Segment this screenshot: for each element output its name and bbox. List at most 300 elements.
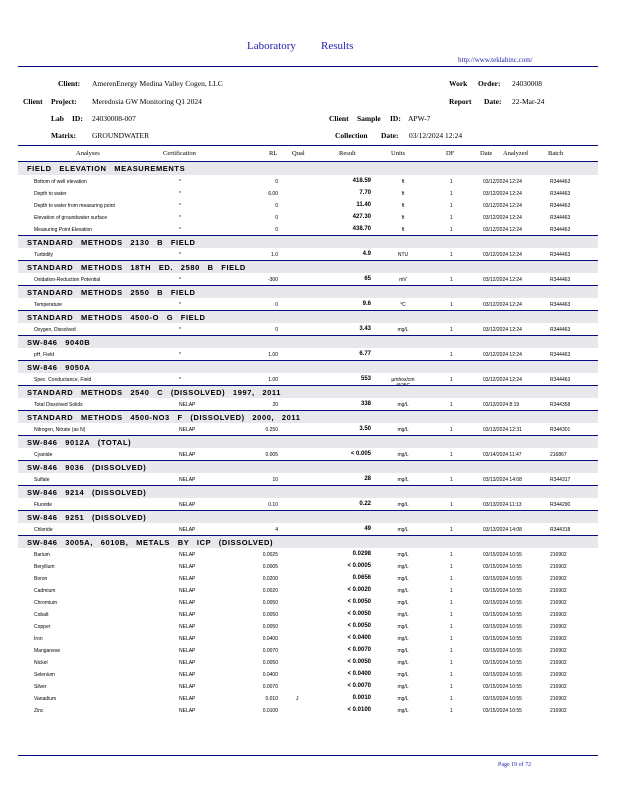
batch-cell: R344463: [550, 277, 571, 283]
batch-cell: R344290: [550, 502, 571, 508]
date-analyzed-cell: 03/12/2024 12:24: [483, 191, 522, 197]
table-row: [18, 473, 598, 485]
date-analyzed-cell: 03/12/2024 12:24: [483, 302, 522, 308]
method-title: STANDARD METHODS 18TH ED. 2580 B FIELD: [27, 263, 246, 272]
result-cell: < 0.0400: [347, 635, 371, 641]
analyte-cell: Barium: [34, 552, 50, 558]
method-title: SW-846 9214 (DISSOLVED): [27, 488, 147, 497]
date-analyzed-cell: 03/15/2024 10:55: [483, 684, 522, 690]
units-cell: mg/L: [397, 696, 409, 702]
date-analyzed-cell: 03/15/2024 10:55: [483, 636, 522, 642]
rl-cell: 0: [275, 215, 278, 221]
certification-cell: NELAP: [179, 696, 196, 702]
df-cell: 1: [450, 527, 453, 533]
df-cell: 1: [450, 452, 453, 458]
df-cell: 1: [450, 588, 453, 594]
units-cell: µmhos/cm: [391, 377, 415, 383]
footer-rule: [18, 755, 598, 756]
column-header-row: [18, 147, 598, 161]
certification-cell: *: [179, 277, 181, 283]
batch-cell: 216902: [550, 612, 567, 618]
col-qual: Qual: [292, 150, 305, 157]
rl-cell: 0.0020: [262, 588, 278, 594]
batch-cell: 216902: [550, 576, 567, 582]
rl-cell: 0: [275, 179, 278, 185]
batch-cell: 216902: [550, 708, 567, 714]
analyte-cell: Depth to water from measuring point: [34, 203, 115, 209]
report-label: Report: [449, 97, 472, 106]
table-row: [18, 498, 598, 510]
header-rule: [18, 145, 598, 146]
work-order-value: 24030008: [512, 79, 542, 88]
method-title: STANDARD METHODS 2540 C (DISSOLVED) 1997, 2011: [27, 388, 282, 397]
units-cell: mg/L: [397, 527, 409, 533]
df-cell: 1: [450, 552, 453, 558]
method-title: SW-846 9251 (DISSOLVED): [27, 513, 147, 522]
rl-cell: 20: [272, 402, 278, 408]
rl-cell: 10: [272, 477, 278, 483]
table-row: [18, 620, 598, 632]
result-cell: 0.22: [359, 501, 371, 507]
batch-cell: 216902: [550, 600, 567, 606]
method-title: SW-846 9050A: [27, 363, 91, 372]
collection-date-value: 03/12/2024 12:24: [409, 131, 463, 140]
table-row: [18, 548, 598, 560]
date-analyzed-cell: 03/13/2024 12:31: [483, 427, 522, 433]
method-title: STANDARD METHODS 4500-O G FIELD: [27, 313, 206, 322]
rl-cell: 0.0005: [262, 564, 278, 570]
units-cell: mg/L: [397, 502, 409, 508]
table-row: [18, 644, 598, 656]
analyte-cell: Chromium: [34, 600, 58, 606]
rl-cell: 4: [275, 527, 278, 533]
batch-cell: R344463: [550, 377, 571, 383]
certification-cell: NELAP: [179, 648, 196, 654]
certification-cell: *: [179, 252, 181, 258]
df-cell: 1: [450, 402, 453, 408]
units-cell: mg/L: [397, 708, 409, 714]
result-cell: 553: [360, 376, 371, 382]
table-row: [18, 373, 598, 385]
df-cell: 1: [450, 660, 453, 666]
units-cell: ft: [401, 179, 405, 185]
result-cell: 9.6: [362, 301, 371, 307]
certification-cell: NELAP: [179, 402, 196, 408]
table-row: [18, 560, 598, 572]
analyte-cell: Chloride: [34, 527, 53, 533]
table-row: [18, 668, 598, 680]
result-cell: 28: [364, 476, 371, 482]
rl-cell: 0.0050: [262, 600, 278, 606]
date-analyzed-cell: 03/12/2024 12:24: [483, 203, 522, 209]
method-section-header: [18, 260, 598, 273]
method-section-header: [18, 285, 598, 298]
result-cell: 6.77: [359, 351, 371, 357]
date-analyzed-cell: 03/15/2024 10:55: [483, 672, 522, 678]
date-analyzed-cell: 03/15/2024 10:55: [483, 612, 522, 618]
result-cell: < 0.0050: [347, 659, 371, 665]
analyte-cell: Zinc: [34, 708, 44, 714]
units-cell: mg/L: [397, 427, 409, 433]
df-cell: 1: [450, 252, 453, 258]
table-row: [18, 608, 598, 620]
table-row: [18, 187, 598, 199]
date-analyzed-cell: 03/15/2024 10:55: [483, 564, 522, 570]
method-section-header: [18, 435, 598, 448]
rl-cell: 0.0200: [262, 576, 278, 582]
certification-cell: NELAP: [179, 708, 196, 714]
result-cell: 0.0010: [352, 695, 371, 701]
certification-cell: *: [179, 352, 181, 358]
batch-cell: 216902: [550, 552, 567, 558]
work-label: Work: [449, 79, 468, 88]
table-row: [18, 248, 598, 260]
certification-cell: *: [179, 302, 181, 308]
df-cell: 1: [450, 612, 453, 618]
table-row: [18, 298, 598, 310]
table-row: [18, 199, 598, 211]
rl-cell: 0: [275, 203, 278, 209]
batch-cell: R344463: [550, 215, 571, 221]
certification-cell: NELAP: [179, 660, 196, 666]
analyte-cell: Sulfate: [34, 477, 50, 483]
rl-cell: 0.0070: [262, 648, 278, 654]
certification-cell: NELAP: [179, 600, 196, 606]
batch-cell: 216902: [550, 648, 567, 654]
client2-label: Client: [23, 97, 43, 106]
table-row: [18, 572, 598, 584]
date-analyzed-cell: 03/15/2024 10:55: [483, 660, 522, 666]
method-section-header: [18, 460, 598, 473]
result-cell: 438.70: [352, 226, 371, 232]
certification-cell: NELAP: [179, 477, 196, 483]
lab-id-label: ID:: [72, 114, 83, 123]
analyte-cell: Temperature: [34, 302, 63, 308]
analyte-cell: Manganese: [34, 648, 61, 654]
analyte-cell: Cobalt: [34, 612, 49, 618]
rl-cell: 0.0050: [262, 660, 278, 666]
units-cell: °C: [400, 302, 406, 308]
method-title: SW-846 3005A, 6010B, METALS BY ICP (DISSOLVED): [27, 538, 274, 547]
analyte-cell: Boron: [34, 576, 48, 582]
table-row: [18, 175, 598, 187]
table-row: [18, 523, 598, 535]
rl-cell: 0.005: [265, 452, 278, 458]
method-title: STANDARD METHODS 2130 B FIELD: [27, 238, 196, 247]
df-cell: 1: [450, 696, 453, 702]
result-cell: < 0.0020: [347, 587, 371, 593]
date-analyzed-cell: 03/13/2024 11:13: [483, 502, 522, 508]
batch-cell: 216902: [550, 624, 567, 630]
units-cell: mg/L: [397, 600, 409, 606]
units-cell: ft: [401, 191, 405, 197]
date-analyzed-cell: 03/15/2024 10:55: [483, 624, 522, 630]
table-row: [18, 704, 598, 716]
date-analyzed-cell: 03/12/2024 12:24: [483, 327, 522, 333]
units-cell: mg/L: [397, 402, 409, 408]
result-cell: < 0.0050: [347, 599, 371, 605]
analyte-cell: Turbidity: [34, 252, 53, 258]
certification-cell: *: [179, 327, 181, 333]
df-cell: 1: [450, 636, 453, 642]
units-cell: ft: [401, 215, 405, 221]
certification-cell: NELAP: [179, 552, 196, 558]
result-cell: 49: [364, 526, 371, 532]
date-analyzed-cell: 03/15/2024 10:55: [483, 696, 522, 702]
date-analyzed-cell: 03/15/2024 10:55: [483, 600, 522, 606]
batch-cell: 216902: [550, 660, 567, 666]
rl-cell: 0.010: [265, 696, 278, 702]
lab-id-value: 24030008-007: [92, 114, 136, 123]
batch-cell: R344301: [550, 427, 571, 433]
result-cell: 11.40: [356, 202, 371, 208]
result-cell: 0.0298: [352, 551, 371, 557]
units-cell: mg/L: [397, 612, 409, 618]
certification-cell: NELAP: [179, 564, 196, 570]
certification-cell: NELAP: [179, 624, 196, 630]
certification-cell: NELAP: [179, 427, 196, 433]
matrix-label: Matrix:: [51, 131, 76, 140]
report-date-value: 22-Mar-24: [512, 97, 545, 106]
date-analyzed-cell: 03/12/2024 12:24: [483, 227, 522, 233]
col-units: Units: [391, 150, 406, 157]
result-cell: 418.59: [352, 178, 371, 184]
analyte-cell: Silver: [34, 684, 47, 690]
qual-cell: J: [296, 696, 299, 702]
batch-cell: 216902: [550, 672, 567, 678]
rl-cell: -300: [267, 277, 278, 283]
batch-cell: 216902: [550, 636, 567, 642]
df-cell: 1: [450, 600, 453, 606]
batch-cell: R344463: [550, 227, 571, 233]
date-analyzed-cell: 03/13/2024 14:08: [483, 527, 522, 533]
units-cell: mg/L: [397, 636, 409, 642]
analyte-cell: Copper: [34, 624, 51, 630]
df-cell: 1: [450, 576, 453, 582]
df-cell: 1: [450, 624, 453, 630]
order-label: Order:: [478, 79, 501, 88]
units-cell: mg/L: [397, 327, 409, 333]
certification-cell: *: [179, 227, 181, 233]
matrix-value: GROUNDWATER: [92, 131, 150, 140]
batch-cell: 216867: [550, 452, 567, 458]
analyte-cell: Spec. Conductance, Field: [34, 377, 92, 383]
rl-cell: 0.0100: [262, 708, 278, 714]
table-row: [18, 211, 598, 223]
lab-website-link[interactable]: http://www.teklabinc.com/: [458, 56, 533, 64]
batch-cell: 216902: [550, 684, 567, 690]
result-cell: 4.9: [362, 251, 371, 257]
date-analyzed-cell: 03/15/2024 10:55: [483, 708, 522, 714]
units-cell: mg/L: [397, 452, 409, 458]
result-cell: < 0.0005: [347, 563, 371, 569]
df-cell: 1: [450, 302, 453, 308]
units-cell: mg/L: [397, 588, 409, 594]
analyte-cell: Nickel: [34, 660, 48, 666]
table-row: [18, 398, 598, 410]
analyte-cell: Iron: [34, 636, 43, 642]
batch-cell: 216902: [550, 564, 567, 570]
table-row: [18, 323, 598, 335]
date-analyzed-cell: 03/13/2024 8:19: [483, 402, 520, 408]
batch-cell: R344463: [550, 352, 571, 358]
analyte-cell: Bottom of well elevation: [34, 179, 87, 185]
method-section-header: [18, 385, 598, 398]
analyte-cell: Selenium: [34, 672, 55, 678]
rl-cell: 0.0025: [262, 552, 278, 558]
project-label: Project:: [51, 97, 77, 106]
rl-cell: 0: [275, 302, 278, 308]
batch-cell: R344463: [550, 252, 571, 258]
table-row: [18, 423, 598, 435]
analyte-cell: Measuring Point Elevation: [34, 227, 93, 233]
rl-cell: 1.00: [268, 377, 278, 383]
method-section-header: [18, 310, 598, 323]
col-result: Result: [339, 150, 356, 157]
rl-cell: 1.00: [268, 352, 278, 358]
result-cell: 338: [360, 401, 371, 407]
certification-cell: *: [179, 377, 181, 383]
date-analyzed-cell: 03/15/2024 10:55: [483, 576, 522, 582]
df-cell: 1: [450, 227, 453, 233]
df-cell: 1: [450, 708, 453, 714]
result-cell: 7.70: [359, 190, 371, 196]
rl-cell: 0.0070: [262, 684, 278, 690]
rl-cell: 0.0400: [262, 672, 278, 678]
batch-cell: R344317: [550, 477, 571, 483]
client-label: Client:: [58, 79, 81, 88]
col-batch: Batch: [548, 150, 564, 157]
date-analyzed-cell: 03/12/2024 12:24: [483, 215, 522, 221]
date-analyzed-cell: 03/12/2024 12:24: [483, 179, 522, 185]
method-title: SW-846 9036 (DISSOLVED): [27, 463, 147, 472]
sample-id-value: APW-7: [408, 114, 431, 123]
table-row: [18, 223, 598, 235]
df-cell: 1: [450, 377, 453, 383]
units-cell: mg/L: [397, 564, 409, 570]
df-cell: 1: [450, 203, 453, 209]
date-analyzed-cell: 03/15/2024 10:55: [483, 552, 522, 558]
lab-label: Lab: [51, 114, 64, 123]
top-rule: [18, 66, 598, 67]
date-analyzed-cell: 03/12/2024 12:24: [483, 277, 522, 283]
result-cell: 0.0656: [352, 575, 371, 581]
batch-cell: R344463: [550, 203, 571, 209]
rl-cell: 0: [275, 327, 278, 333]
df-cell: 1: [450, 564, 453, 570]
result-cell: < 0.0050: [347, 611, 371, 617]
result-cell: 3.50: [359, 426, 371, 432]
certification-cell: *: [179, 203, 181, 209]
result-cell: < 0.005: [350, 451, 371, 457]
collection-date-label: Date:: [381, 131, 399, 140]
date-analyzed-cell: 03/12/2024 12:24: [483, 377, 522, 383]
analyte-cell: Total Dissolved Solids: [34, 402, 83, 408]
df-cell: 1: [450, 684, 453, 690]
result-cell: < 0.0100: [347, 707, 371, 713]
df-cell: 1: [450, 327, 453, 333]
rl-cell: 0.250: [265, 427, 278, 433]
certification-cell: *: [179, 191, 181, 197]
df-cell: 1: [450, 215, 453, 221]
date-analyzed-cell: 03/12/2024 12:24: [483, 352, 522, 358]
units-cell: NTU: [397, 252, 409, 258]
method-section-header: [18, 410, 598, 423]
rl-cell: 6.00: [268, 191, 278, 197]
date-analyzed-cell: 03/15/2024 10:55: [483, 648, 522, 654]
analyte-cell: Nitrogen, Nitrate (as N): [34, 427, 86, 433]
rl-cell: 0.0050: [262, 624, 278, 630]
method-title: SW-846 9012A (TOTAL): [27, 438, 132, 447]
certification-cell: NELAP: [179, 502, 196, 508]
result-cell: < 0.0400: [347, 671, 371, 677]
batch-cell: R344463: [550, 179, 571, 185]
collection-label: Collection: [335, 131, 368, 140]
date-analyzed-cell: 03/12/2024 12:24: [483, 252, 522, 258]
batch-cell: R344358: [550, 402, 571, 408]
table-row: [18, 348, 598, 360]
date-analyzed-cell: 03/13/2024 14:08: [483, 477, 522, 483]
table-row: [18, 448, 598, 460]
table-row: [18, 596, 598, 608]
df-cell: 1: [450, 352, 453, 358]
analyte-cell: Beryllium: [34, 564, 55, 570]
method-section-header: [18, 360, 598, 373]
rl-cell: 0.0050: [262, 612, 278, 618]
units-cell: mg/L: [397, 672, 409, 678]
rl-cell: 0.10: [268, 502, 278, 508]
df-cell: 1: [450, 648, 453, 654]
batch-cell: R344463: [550, 302, 571, 308]
col-date: Date: [480, 150, 493, 157]
rl-cell: 0: [275, 227, 278, 233]
units-cell: mV: [399, 277, 407, 283]
rl-cell: 1.0: [271, 252, 278, 258]
analyte-cell: Oxidation-Reduction Potential: [34, 277, 101, 283]
batch-cell: 216902: [550, 588, 567, 594]
batch-cell: R344463: [550, 327, 571, 333]
certification-cell: NELAP: [179, 588, 196, 594]
certification-cell: NELAP: [179, 672, 196, 678]
analyte-cell: Fluoride: [34, 502, 53, 508]
method-section-header: [18, 235, 598, 248]
units-cell: mg/L: [397, 477, 409, 483]
df-cell: 1: [450, 179, 453, 185]
table-row: [18, 692, 598, 704]
df-cell: 1: [450, 427, 453, 433]
method-title: SW-846 9040B: [27, 338, 91, 347]
report-date-label: Date:: [484, 97, 502, 106]
analyte-cell: Depth to water: [34, 191, 67, 197]
result-cell: 65: [364, 276, 371, 282]
units-cell: mg/L: [397, 576, 409, 582]
result-cell: 3.43: [359, 326, 371, 332]
col-analyses: Analyses: [76, 150, 100, 157]
results-table: [18, 162, 598, 716]
certification-cell: NELAP: [179, 452, 196, 458]
table-row: [18, 632, 598, 644]
units-cell: mg/L: [397, 624, 409, 630]
table-row: [18, 680, 598, 692]
result-cell: 427.30: [352, 214, 371, 220]
certification-cell: *: [179, 179, 181, 185]
batch-cell: 216902: [550, 696, 567, 702]
date-analyzed-cell: 03/14/2024 11:47: [483, 452, 522, 458]
certification-cell: NELAP: [179, 612, 196, 618]
result-cell: < 0.0050: [347, 623, 371, 629]
sample-id-label: ID:: [390, 114, 401, 123]
method-section-header: [18, 162, 598, 175]
